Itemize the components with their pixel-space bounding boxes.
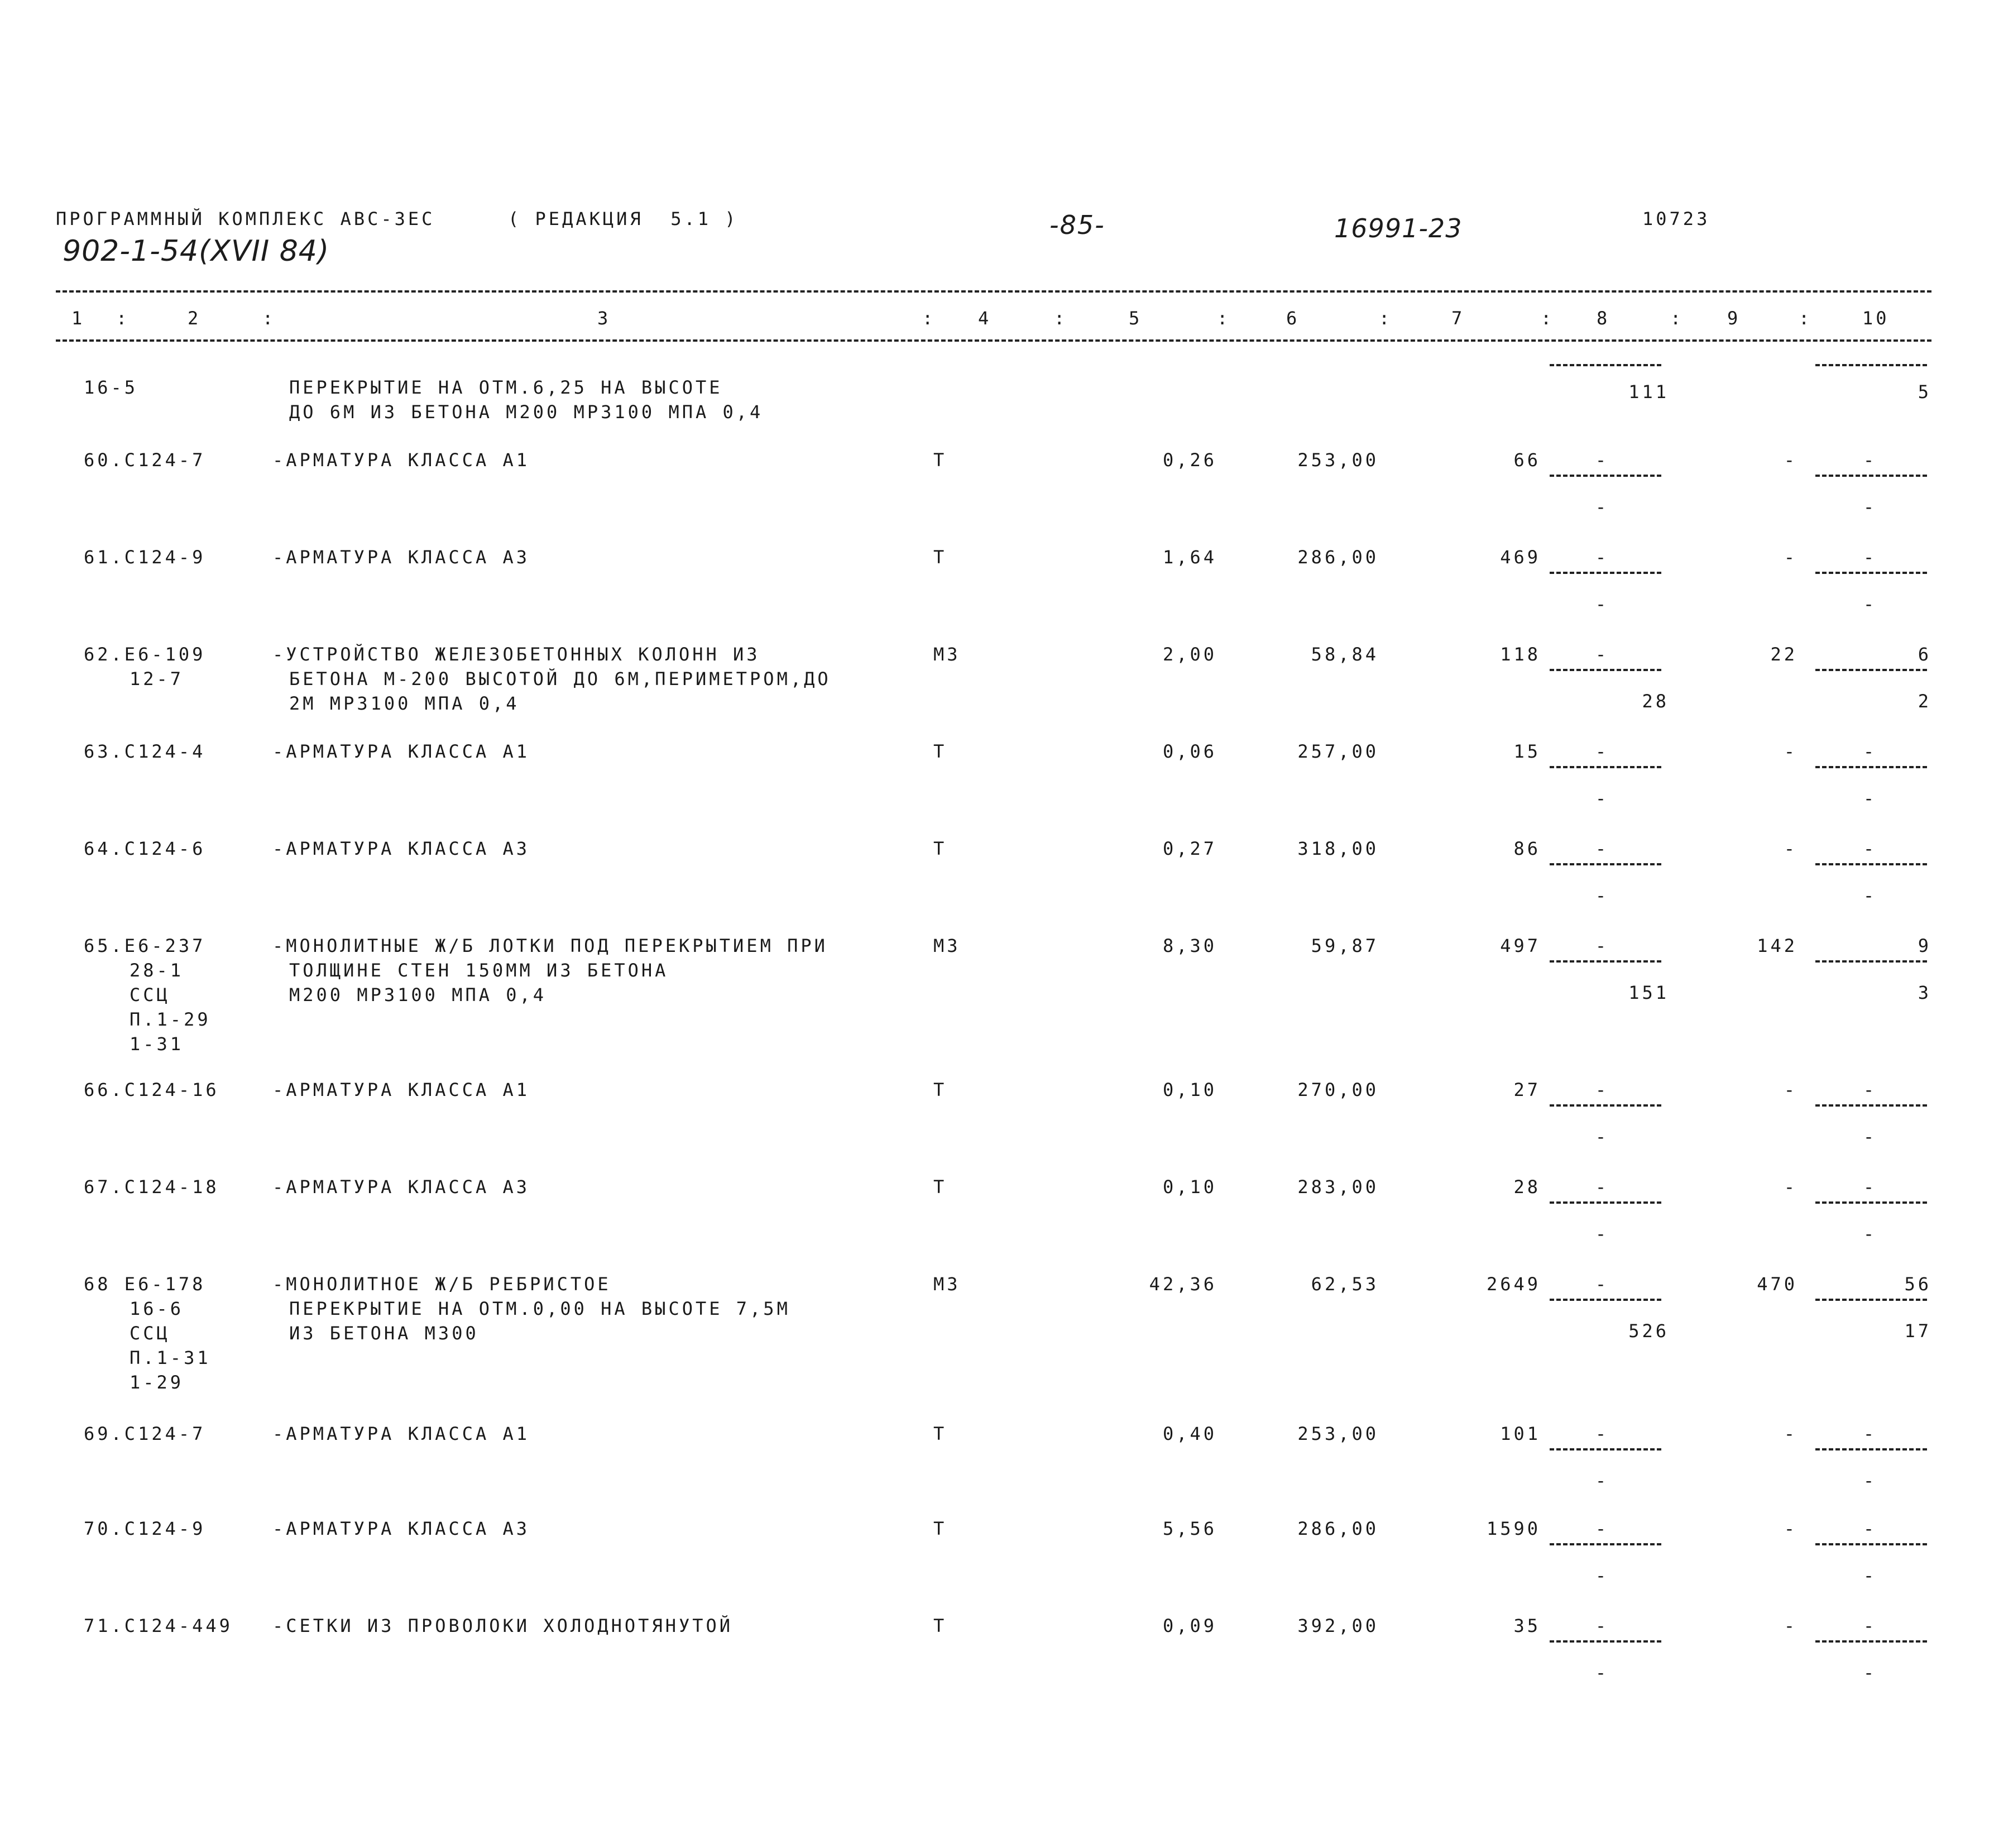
row-unit-price: 257,00 (1297, 741, 1379, 762)
fraction-rule (1815, 960, 1927, 963)
row-col8-bottom: - (1595, 1470, 1609, 1491)
row-unit: Т (933, 741, 947, 762)
row-unit-price: 283,00 (1297, 1176, 1379, 1198)
row-col10-bottom: - (1863, 1470, 1877, 1491)
column-number-5: 5 (1129, 308, 1143, 329)
row-description-line: -АРМАТУРА КЛАССА А1 (272, 1423, 530, 1444)
header-rule-top (56, 290, 1931, 293)
column-number-8: 8 (1597, 308, 1610, 329)
row-col10-top: - (1863, 547, 1877, 568)
column-separator: : (922, 308, 936, 329)
row-col10-top: - (1863, 838, 1877, 859)
row-unit: Т (933, 1615, 947, 1636)
row-col10-top: - (1863, 1176, 1877, 1198)
row-cost: 469 (1500, 547, 1541, 568)
fraction-rule (1815, 863, 1927, 865)
row-cost: 1590 (1486, 1518, 1541, 1539)
row-code-line: 16-6 (130, 1298, 184, 1319)
row-code-line: 70.С124-9 (84, 1518, 206, 1539)
row-col9: - (1784, 1079, 1798, 1100)
row-col8-top: - (1595, 1079, 1609, 1100)
column-separator: : (1670, 308, 1684, 329)
row-col9: - (1784, 449, 1798, 471)
row-col9: - (1784, 547, 1798, 568)
fraction-rule (1815, 1543, 1927, 1545)
row-quantity: 0,26 (1162, 449, 1217, 471)
row-col10-bottom: 5 (1918, 381, 1931, 403)
row-description-line: ИЗ БЕТОНА М300 (289, 1323, 479, 1344)
fraction-rule (1815, 364, 1927, 366)
row-code-line: 66.С124-16 (84, 1079, 219, 1100)
row-description-line: -МОНОЛИТНЫЕ Ж/Б ЛОТКИ ПОД ПЕРЕКРЫТИЕМ ПРИ (272, 935, 828, 956)
row-col9: - (1784, 1518, 1798, 1539)
row-unit-price: 286,00 (1297, 547, 1379, 568)
column-number-2: 2 (188, 308, 202, 329)
row-unit: Т (933, 1079, 947, 1100)
row-code-line: П.1-31 (130, 1347, 211, 1368)
row-col8-bottom: 526 (1628, 1320, 1669, 1342)
column-number-4: 4 (978, 308, 992, 329)
fraction-rule (1550, 1448, 1661, 1450)
row-col9: 470 (1757, 1274, 1798, 1295)
fraction-rule (1815, 1299, 1927, 1301)
row-unit-price: 392,00 (1297, 1615, 1379, 1636)
row-quantity: 42,36 (1149, 1274, 1217, 1295)
row-col10-bottom: - (1863, 593, 1877, 615)
fraction-rule (1815, 766, 1927, 768)
column-separator: : (1541, 308, 1555, 329)
fraction-rule (1815, 1201, 1927, 1204)
row-col10-top: - (1863, 449, 1877, 471)
row-col8-top: - (1595, 935, 1609, 956)
header-rule-bottom (56, 339, 1931, 342)
program-title: ПРОГРАММНЫЙ КОМПЛЕКС АВС-3ЕС (56, 208, 435, 229)
row-col8-top: - (1595, 741, 1609, 762)
row-col10-bottom: 3 (1918, 982, 1931, 1003)
row-description-line: М200 МРЗ100 МПА 0,4 (289, 984, 547, 1006)
row-col10-top: 6 (1918, 644, 1931, 665)
row-cost: 101 (1500, 1423, 1541, 1444)
fraction-rule (1815, 1448, 1927, 1450)
project-code: 902-1-54(XVII 84) (63, 234, 330, 268)
row-col10-bottom: - (1863, 1662, 1877, 1683)
row-description-line: -СЕТКИ ИЗ ПРОВОЛОКИ ХОЛОДНОТЯНУТОЙ (272, 1615, 734, 1636)
row-col9: - (1784, 741, 1798, 762)
row-description-line: -АРМАТУРА КЛАССА А3 (272, 1176, 530, 1198)
row-col10-bottom: - (1863, 1565, 1877, 1586)
row-cost: 28 (1513, 1176, 1541, 1198)
document-number: 16991-23 (1334, 213, 1463, 243)
row-unit-price: 253,00 (1297, 449, 1379, 471)
row-col10-bottom: - (1863, 885, 1877, 906)
row-description-line: БЕТОНА М-200 ВЫСОТОЙ ДО 6М,ПЕРИМЕТРОМ,ДО (289, 668, 831, 690)
row-description-line: ПЕРЕКРЫТИЕ НА ОТМ.6,25 НА ВЫСОТЕ (289, 377, 723, 398)
row-code-line: 61.С124-9 (84, 547, 206, 568)
row-col9: - (1784, 1615, 1798, 1636)
row-description-line: -АРМАТУРА КЛАССА А1 (272, 449, 530, 471)
row-col8-bottom: - (1595, 1565, 1609, 1586)
fraction-rule (1550, 364, 1661, 366)
row-code-line: 71.С124-449 (84, 1615, 233, 1636)
row-col9: 142 (1757, 935, 1798, 956)
column-separator: : (1217, 308, 1231, 329)
row-description-line: ПЕРЕКРЫТИЕ НА ОТМ.0,00 НА ВЫСОТЕ 7,5М (289, 1298, 790, 1319)
row-description-line: ТОЛЩИНЕ СТЕН 150ММ ИЗ БЕТОНА (289, 960, 669, 981)
row-unit: Т (933, 449, 947, 471)
row-col9: 22 (1770, 644, 1798, 665)
column-separator: : (1054, 308, 1068, 329)
row-quantity: 2,00 (1162, 644, 1217, 665)
row-col10-top: - (1863, 1518, 1877, 1539)
row-col8-bottom: - (1595, 593, 1609, 615)
row-unit-price: 286,00 (1297, 1518, 1379, 1539)
row-cost: 35 (1513, 1615, 1541, 1636)
fraction-rule (1550, 1201, 1661, 1204)
row-quantity: 5,56 (1162, 1518, 1217, 1539)
row-quantity: 0,06 (1162, 741, 1217, 762)
column-separator: : (116, 308, 130, 329)
row-unit: М3 (933, 935, 961, 956)
row-unit-price: 253,00 (1297, 1423, 1379, 1444)
row-unit-price: 58,84 (1311, 644, 1379, 665)
column-separator: : (262, 308, 276, 329)
row-col10-bottom: - (1863, 788, 1877, 809)
row-cost: 66 (1513, 449, 1541, 471)
fraction-rule (1815, 572, 1927, 574)
column-number-10: 10 (1862, 308, 1890, 329)
column-separator: : (1379, 308, 1393, 329)
row-col10-bottom: 2 (1918, 691, 1931, 712)
row-col9: - (1784, 1176, 1798, 1198)
row-cost: 27 (1513, 1079, 1541, 1100)
fraction-rule (1550, 960, 1661, 963)
fraction-rule (1550, 669, 1661, 671)
row-col8-top: - (1595, 449, 1609, 471)
fraction-rule (1550, 572, 1661, 574)
column-number-3: 3 (597, 308, 611, 329)
row-unit-price: 59,87 (1311, 935, 1379, 956)
row-code-line: 67.С124-18 (84, 1176, 219, 1198)
row-description-line: -МОНОЛИТНОЕ Ж/Б РЕБРИСТОЕ (272, 1274, 611, 1295)
edition-label: ( РЕДАКЦИЯ 5.1 ) (508, 208, 739, 229)
row-unit: М3 (933, 644, 961, 665)
row-col8-bottom: 28 (1642, 691, 1669, 712)
row-code-line: 60.С124-7 (84, 449, 206, 471)
column-number-6: 6 (1286, 308, 1300, 329)
row-unit: Т (933, 1518, 947, 1539)
row-unit: Т (933, 1176, 947, 1198)
row-unit: Т (933, 838, 947, 859)
row-col8-top: - (1595, 1518, 1609, 1539)
row-description-line: -АРМАТУРА КЛАССА А3 (272, 1518, 530, 1539)
row-code-line: 69.С124-7 (84, 1423, 206, 1444)
row-col8-bottom: - (1595, 885, 1609, 906)
row-col10-top: 9 (1918, 935, 1931, 956)
code-number: 10723 (1642, 208, 1710, 229)
row-col8-top: - (1595, 1615, 1609, 1636)
fraction-rule (1550, 1543, 1661, 1545)
row-unit: Т (933, 547, 947, 568)
row-col8-top: - (1595, 1423, 1609, 1444)
row-col9: - (1784, 1423, 1798, 1444)
row-code-line: 1-29 (130, 1372, 184, 1393)
row-col8-bottom: 151 (1628, 982, 1669, 1003)
row-description-line: -АРМАТУРА КЛАССА А1 (272, 741, 530, 762)
fraction-rule (1550, 766, 1661, 768)
row-col9: - (1784, 838, 1798, 859)
row-quantity: 0,40 (1162, 1423, 1217, 1444)
row-col8-bottom: - (1595, 496, 1609, 518)
row-col10-top: - (1863, 1423, 1877, 1444)
row-col8-bottom: - (1595, 1223, 1609, 1244)
row-code-line: 65.Е6-237 (84, 935, 206, 956)
row-col8-top: - (1595, 838, 1609, 859)
row-code-line: ССЦ (130, 1323, 170, 1344)
row-col8-top: - (1595, 1176, 1609, 1198)
row-description-line: -АРМАТУРА КЛАССА А1 (272, 1079, 530, 1100)
row-col8-bottom: - (1595, 1662, 1609, 1683)
row-col8-bottom: 111 (1628, 381, 1669, 403)
page-number: -85- (1049, 210, 1105, 240)
row-col8-bottom: - (1595, 788, 1609, 809)
row-description-line: -УСТРОЙСТВО ЖЕЛЕЗОБЕТОННЫХ КОЛОНН ИЗ (272, 644, 760, 665)
fraction-rule (1550, 1299, 1661, 1301)
fraction-rule (1815, 1640, 1927, 1643)
row-code-line: ССЦ (130, 984, 170, 1006)
row-quantity: 8,30 (1162, 935, 1217, 956)
row-col10-bottom: - (1863, 496, 1877, 518)
row-cost: 118 (1500, 644, 1541, 665)
row-unit-price: 62,53 (1311, 1274, 1379, 1295)
column-number-1: 1 (71, 308, 85, 329)
fraction-rule (1550, 863, 1661, 865)
fraction-rule (1550, 475, 1661, 477)
row-unit-price: 270,00 (1297, 1079, 1379, 1100)
row-col10-top: - (1863, 1615, 1877, 1636)
row-cost: 497 (1500, 935, 1541, 956)
row-unit: Т (933, 1423, 947, 1444)
row-code-line: П.1-29 (130, 1009, 211, 1030)
row-col10-top: - (1863, 741, 1877, 762)
row-quantity: 0,27 (1162, 838, 1217, 859)
row-quantity: 1,64 (1162, 547, 1217, 568)
row-code-line: 63.С124-4 (84, 741, 206, 762)
row-code-line: 1-31 (130, 1033, 184, 1055)
row-description-line: -АРМАТУРА КЛАССА А3 (272, 838, 530, 859)
row-quantity: 0,09 (1162, 1615, 1217, 1636)
row-cost: 2649 (1486, 1274, 1541, 1295)
column-number-7: 7 (1451, 308, 1465, 329)
row-description-line: 2М МРЗ100 МПА 0,4 (289, 693, 520, 714)
row-code-line: 64.С124-6 (84, 838, 206, 859)
row-col10-top: - (1863, 1079, 1877, 1100)
row-col8-bottom: - (1595, 1126, 1609, 1147)
row-col8-top: - (1595, 1274, 1609, 1295)
column-separator: : (1799, 308, 1813, 329)
row-code-line: 12-7 (130, 668, 184, 690)
row-unit: М3 (933, 1274, 961, 1295)
row-col8-top: - (1595, 547, 1609, 568)
column-number-9: 9 (1727, 308, 1741, 329)
row-col10-top: 56 (1904, 1274, 1931, 1295)
row-description-line: -АРМАТУРА КЛАССА А3 (272, 547, 530, 568)
row-cost: 15 (1513, 741, 1541, 762)
row-col10-bottom: 17 (1904, 1320, 1931, 1342)
row-code-line: 16-5 (84, 377, 138, 398)
fraction-rule (1815, 1104, 1927, 1107)
row-code-line: 68 Е6-178 (84, 1274, 206, 1295)
row-description-line: ДО 6М ИЗ БЕТОНА М200 МРЗ100 МПА 0,4 (289, 401, 764, 423)
row-col8-top: - (1595, 644, 1609, 665)
row-col10-bottom: - (1863, 1126, 1877, 1147)
row-quantity: 0,10 (1162, 1079, 1217, 1100)
fraction-rule (1815, 669, 1927, 671)
row-code-line: 28-1 (130, 960, 184, 981)
row-cost: 86 (1513, 838, 1541, 859)
row-col10-bottom: - (1863, 1223, 1877, 1244)
row-code-line: 62.Е6-109 (84, 644, 206, 665)
row-unit-price: 318,00 (1297, 838, 1379, 859)
fraction-rule (1550, 1640, 1661, 1643)
fraction-rule (1815, 475, 1927, 477)
fraction-rule (1550, 1104, 1661, 1107)
row-quantity: 0,10 (1162, 1176, 1217, 1198)
